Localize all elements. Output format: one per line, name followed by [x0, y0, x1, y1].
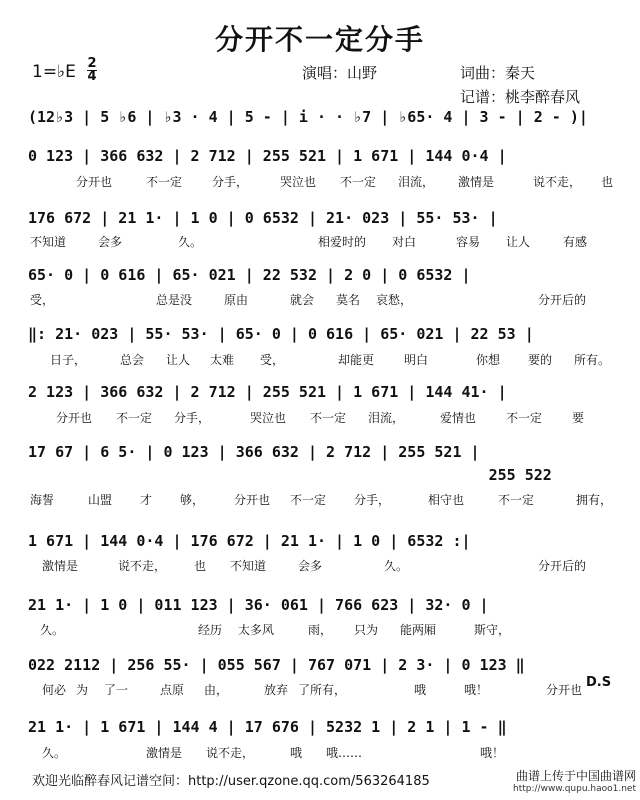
lyric-word: 太多风 [238, 623, 275, 637]
footer-site-name: 曲谱上传于中国曲谱网 [515, 769, 636, 783]
time-signature-bottom: 4 [87, 69, 97, 84]
lyric-word: 哭泣也 [250, 411, 287, 425]
lyric-word: 够， [180, 493, 205, 507]
notation-line: ‖: 21· 023 | 55· 53· | 65· 0 | 0 616 | 65· 021 | 22 53 | [28, 325, 534, 343]
lyric-word: 了所有， [298, 683, 347, 697]
lyric-word: 斯守， [474, 623, 511, 637]
lyric-word: 久。 [42, 746, 67, 760]
notation-line: 21 1· | 1 0 | 011 123 | 36· 061 | 766 623 | 32· 0 | [28, 596, 489, 614]
lyric-word: 爱情也 [440, 411, 477, 425]
time-signature [86, 58, 98, 83]
lyric-word: 说不走， [118, 559, 167, 573]
lyric-word: 会多 [298, 559, 323, 573]
footer-site [513, 770, 636, 796]
lyric-word: 明白 [404, 353, 429, 367]
lyric-word: 才 [140, 493, 153, 507]
lyric-word: 太难 [210, 353, 235, 367]
lyric-word: 不知道 [230, 559, 267, 573]
lyric-word: 激情是 [458, 175, 495, 189]
lyric-word: 激情是 [146, 746, 183, 760]
notation-line: 176 672 | 21 1· | 1 0 | 0 6532 | 21· 023 | 55· 53· | [28, 209, 498, 227]
lyric-word: 能两厢 [400, 623, 437, 637]
ds-mark: D.S [586, 675, 612, 690]
lyric-word: 说不走， [206, 746, 255, 760]
lyric-word: 海誓 [30, 493, 55, 507]
key-signature: 1=♭E [32, 62, 76, 82]
lyric-word: 放弃 [264, 683, 289, 697]
lyric-word: 也 [601, 175, 614, 189]
notation-line: 0 123 | 366 632 | 2 712 | 255 521 | 1 671 | 144 0·4 | [28, 147, 507, 165]
lyric-word: 哭泣也 [280, 175, 317, 189]
lyric-word: 就会 [290, 293, 315, 307]
notation-line: 65· 0 | 0 616 | 65· 021 | 22 532 | 2 0 | 0 6532 | [28, 266, 471, 284]
lyric-word: 激情是 [42, 559, 79, 573]
lyric-word: 哦…… [326, 746, 363, 760]
lyric-word: 泪流， [398, 175, 435, 189]
notation-line: 255 522 [28, 466, 552, 484]
time-signature-top: 2 [87, 56, 97, 71]
footer-site-url: http://www.qupu.haoo1.net [513, 784, 636, 794]
lyric-word: 不一定 [116, 411, 153, 425]
song-title: 分开不一定分手 [214, 23, 425, 56]
lyric-word: 却能更 [338, 353, 375, 367]
lyric-word: 哦！ [480, 746, 505, 760]
lyric-word: 要 [572, 411, 585, 425]
lyric-word: 久。 [384, 559, 409, 573]
lyric-word: 要的 [528, 353, 553, 367]
lyric-word: 何必 [42, 683, 67, 697]
lyric-word: 相爱时的 [318, 235, 367, 249]
notation-line: 17 67 | 6 5· | 0 123 | 366 632 | 2 712 | 255 521 | [28, 443, 480, 461]
lyric-word: 泪流， [368, 411, 405, 425]
lyric-word: 说不走， [533, 175, 582, 189]
singer: 演唱：山野 [302, 64, 378, 82]
lyric-word: 不一定 [506, 411, 543, 425]
lyric-word: 也 [194, 559, 207, 573]
lyric-word: 你想 [476, 353, 501, 367]
lyric-word: 日子， [50, 353, 87, 367]
notation-line: 2 123 | 366 632 | 2 712 | 255 521 | 1 671 | 144 41· | [28, 383, 507, 401]
lyric-word: 不一定 [146, 175, 183, 189]
lyric-word: 受， [30, 293, 55, 307]
lyric-word: 会多 [98, 235, 123, 249]
lyric-word: 对白 [392, 235, 417, 249]
lyric-word: 久。 [40, 623, 65, 637]
notation-line: 1 671 | 144 0·4 | 176 672 | 21 1· | 1 0 | 6532 :| [28, 532, 471, 550]
lyric-word: 哦 [290, 746, 303, 760]
lyric-word: 分手， [174, 411, 211, 425]
lyric-word: 哦 [414, 683, 427, 697]
lyric-word: 山盟 [88, 493, 113, 507]
lyric-word: 分开也 [76, 175, 113, 189]
lyric-word: 由， [204, 683, 229, 697]
lyric-word: 原由 [224, 293, 249, 307]
lyric-word: 有感 [563, 235, 588, 249]
lyric-word: 为 [76, 683, 89, 697]
lyric-word: 雨， [308, 623, 333, 637]
lyric-word: 让人 [506, 235, 531, 249]
lyric-word: 所有。 [574, 353, 611, 367]
notation-line: (12♭3 | 5 ♭6 | ♭3 · 4 | 5 - | i · · ♭7 | ♭65· 4 | 3 - | 2 - )| [28, 108, 588, 126]
lyric-word: 莫名 [336, 293, 361, 307]
footer-text: 欢迎光临醉春风记谱空间：http://user.qzone.qq.com/563264185 [32, 774, 430, 789]
lyric-word: 分手， [354, 493, 391, 507]
lyric-word: 不一定 [340, 175, 377, 189]
lyric-word: 久。 [178, 235, 203, 249]
transcriber: 记谱：桃李醉春风 [460, 88, 581, 106]
lyric-word: 让人 [166, 353, 191, 367]
lyric-word: 受， [260, 353, 285, 367]
lyric-word: 经历 [198, 623, 223, 637]
lyric-word: 相守也 [428, 493, 465, 507]
lyric-word: 容易 [456, 235, 481, 249]
lyric-word: 不一定 [498, 493, 535, 507]
lyric-word: 分开后的 [538, 293, 587, 307]
lyric-word: 点原 [160, 683, 185, 697]
notation-line: 21 1· | 1 671 | 144 4 | 17 676 | 5232 1 | 2 1 | 1 - ‖ [28, 718, 507, 736]
lyric-word: 分开也 [56, 411, 93, 425]
lyric-word: 不知道 [30, 235, 67, 249]
lyric-word: 了一 [104, 683, 129, 697]
lyric-word: 不一定 [290, 493, 327, 507]
notation-line: 022 2112 | 256 55· | 055 567 | 767 071 | 2 3· | 0 123 ‖ [28, 656, 525, 674]
lyric-word: 分开也 [234, 493, 271, 507]
lyric-word: 哀愁， [376, 293, 413, 307]
lyric-word: 不一定 [310, 411, 347, 425]
lyricist: 词曲：秦天 [460, 64, 536, 82]
lyric-word: 总会 [120, 353, 145, 367]
lyric-word: 只为 [354, 623, 379, 637]
lyric-word: 哦！ [464, 683, 489, 697]
lyric-word: 分手， [212, 175, 249, 189]
lyric-word: 总是没 [156, 293, 193, 307]
lyric-word: 拥有， [576, 493, 613, 507]
lyric-word: 分开也 [546, 683, 583, 697]
lyric-word: 分开后的 [538, 559, 587, 573]
